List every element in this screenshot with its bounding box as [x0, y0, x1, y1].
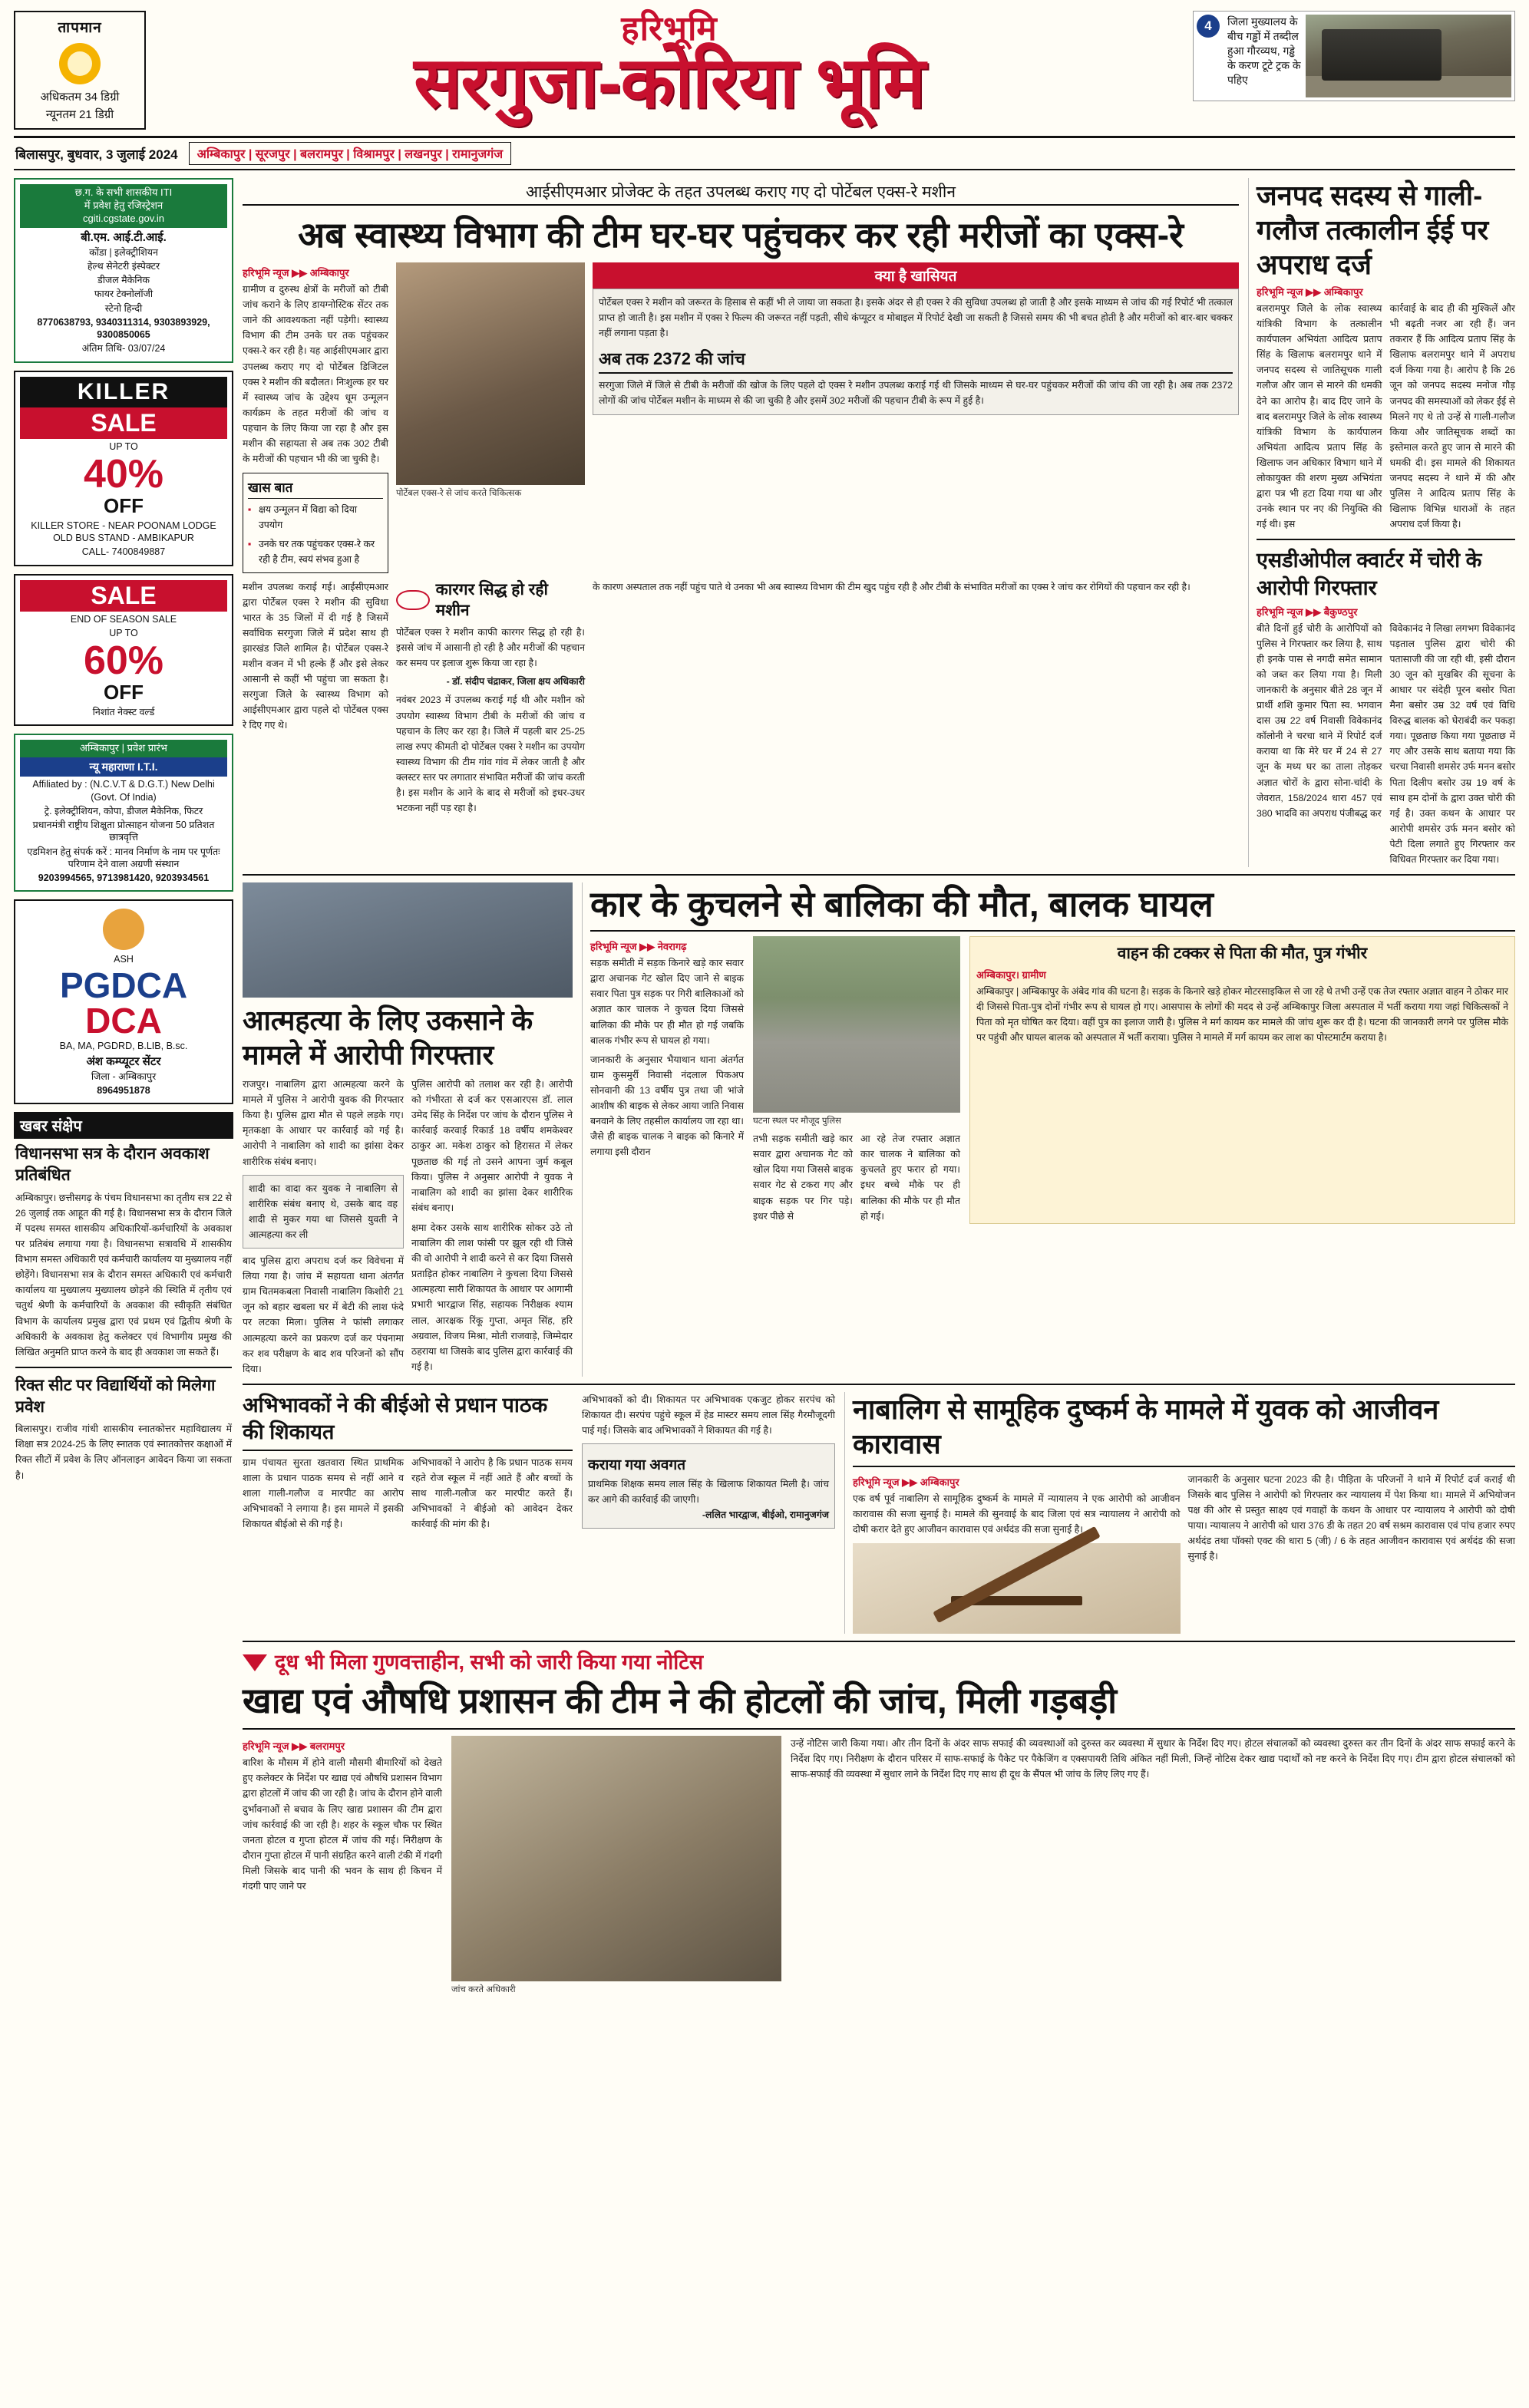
food-headline: खाद्य एवं औषधि प्रशासन की टीम ने की होटलों की जांच, मिली गड़बड़ी [243, 1681, 1118, 1721]
quarter-headline: एसडीओपील क्वार्टर में चोरी के आरोपी गिरफ्तार [1257, 549, 1482, 599]
dateline-rule [14, 169, 1515, 170]
nabalig-col2: जानकारी के अनुसार घटना 2023 की है। पीड़िता के परिजनों ने थाने में रिपोर्ट दर्ज कराई थी जिसके बाद पुलिस ने आरोपी को गिरफ्तार कर न्यायालय में पेश किया था। मामले में अभियोजन पक्ष की ओर से प्रस्तुत साक्ष्य एवं गवाहों के कथन के आधार पर न्यायालय ने आरोपी को दोषी पाया। न्यायालय ने आरोपी को धारा 376 डी के तहत 20 वर्ष सश्रम कारावास एवं पांच हजार रुपए अर्थदंड तथा पॉक्सो एक्ट की धारा 5 (जी) / 6 के तहत आजीवन कारावास एवं अर्थदंड की सजा सुनाई है। [1187, 1473, 1515, 1562]
ad-iti-trade4: फायर टेक्नोलॉजी [94, 289, 154, 300]
temperature-max: अधिकतम 34 डिग्री [40, 91, 120, 104]
abhibhavak-sub-by: -ललित भारद्वाज, बीईओ, रामानुजगंज [702, 1509, 829, 1521]
abhibhavak-headline: अभिभावकों ने की बीईओ से प्रधान पाठक की शिकायत [243, 1393, 548, 1443]
ad-iti-trade5: स्टेनो हिन्दी [104, 302, 143, 314]
abhibhavak-sub-text: प्राथमिक शिक्षक समय लाल सिंह के खिलाफ शिकायत मिली है। जांच कर आगे की कार्रवाई की जाएगी। [588, 1479, 829, 1506]
food-photo [451, 1736, 781, 1981]
ad-season-store: निशांत नेक्स्ट वर्ल्ड [92, 707, 155, 718]
temperature-title: तापमान [58, 20, 102, 36]
advert-column [14, 178, 233, 1995]
ad-maharana-band: अम्बिकापुर | प्रवेश प्रारंभ [20, 740, 227, 757]
food-rule [243, 1728, 1515, 1730]
abhibhavak-rule [243, 1450, 573, 1451]
galigaloj-col1: बलरामपुर जिले के लोक स्वास्थ्य यांत्रिकी विभाग के तत्कालीन कार्यपालन अभियंता आदित्य प्रताप सिंह के खिलाफ बलरामपुर थाने में जनपद सदस्य से जातिसूचक गाली गलौज और जान से मारने की धमकी देने का आरोप है। बाद दिए जाने के बाद बलरामपुर जिले के लोक स्वास्थ्य यांत्रिकी विभाग के कार्यपालन अभियंता आदित्य प्रताप सिंह के खिलाफ जन अधिकार विभाग थाने में लोकायुक्त की शरण मुख्य अभियंता द्वारा पत्र भी हटा दिया गया था और उनके स्थान पर नए की नियुक्ति की गई थी। इस [1257, 303, 1382, 530]
ad-iti-trade1: कोंडा | इलेक्ट्रीशियन [89, 246, 158, 258]
ad-iti-trade2: हेल्थ सेनेटरी इंस्पेक्टर [87, 260, 160, 272]
ad-iti-phones: 8770638793, 9340311314, 9303893929, 9300850065 [37, 316, 210, 341]
promo-number-wrap [1197, 15, 1223, 97]
lead-byline: हरिभूमि न्यूज ▶▶ अम्बिकापुर [243, 267, 349, 279]
ad-killer-brand: KILLER [20, 377, 227, 407]
ad-season-upto: UP TO [109, 627, 138, 638]
right-divider-1 [1257, 539, 1515, 540]
brief-2-headline: रिक्त सीट पर विद्यार्थियों को मिलेगा प्रवेश [15, 1376, 216, 1416]
promo-teaser[interactable] [1193, 11, 1515, 101]
brief-1-text: अम्बिकापुर। छत्तीसगढ़ के पंचम विधानसभा का तृतीय सत्र 22 से 26 जुलाई तक आहूत की गई है। विधानसभा सत्र के दौरान जिले में पदस्थ समस्त शासकीय अधिकारियों-कर्मचारियों के अवकाश पर प्रतिबंध लगाया गया है। विधानसभा सत्रावधि में शासकीय विभाग समस्त अधिकारी एवं कर्मचारी कार्यालय या मुख्यालय नहीं छोड़ेंगे। विधानसभा सत्र के दौरान समस्त अधिकारी एवं कर्मचारी कार्यालय या मुख्यालय मुख्यालय छोड़ने की स्थिति में तृतीय एवं चतुर्थ श्रेणी के कर्मचारियों के अवकाश की स्वीकृति संबंधित विभाग के कार्यालय प्रमुख द्वारा एवं प्रथम एवं द्वितीय श्रेणी के अधिकारी के अवकाश हेतु कलेक्टर एवं विभागीय प्रमुख की लिखित अनुमति प्राप्त करने के बाद ही अवकाश जा सकते हैं। [15, 1192, 232, 1357]
ad-maharana-iti[interactable] [14, 734, 233, 892]
nabalig-headline: नाबालिग से सामूहिक दुष्कर्म के मामले में युवक को आजीवन कारावास [853, 1393, 1439, 1460]
atmahatya-inset [243, 1175, 404, 1249]
ad-maharana-trades: ट्रे. इलेक्ट्रीशियन, कोपा, डीजल मैकेनिक, फिटर [44, 805, 203, 816]
lead-col3-text: नवंबर 2023 में उपलब्ध कराई गई थी और मशीन को उपयोग स्वास्थ्य विभाग टीबी के मरीजों की जांच व पहचान के लिए कर रहा है। जिले में पहली बार 25-25 लाख रुपए कीमती दो पोर्टेबल एक्स रे मशीन का उपयोग स्वास्थ्य विभाग की टीम गांव गांव में लेकर जाती है और क्लस्टर स्तर पर लगातार संभावित मरीजों की जांच करती है। इस मशीन के आने के बाद से मरीजों को इधर-उधर भटकना नहीं पड़ रहा है। [396, 694, 585, 814]
ad-maharana-phones: 9203994565, 9713981420, 9203934561 [38, 872, 210, 884]
ad-killer-store: KILLER STORE - NEAR POONAM LODGE OLD BUS STAND - AMBIKAPUR [31, 520, 216, 544]
lead-sub2-title: कारगर सिद्ध हो रही मशीन [435, 580, 548, 620]
nabalig-rule [853, 1466, 1515, 1467]
promo-page-number: 4 [1197, 15, 1220, 38]
promo-photo [1306, 15, 1511, 97]
page-title: सरगुजा-कोरिया भूमि [414, 44, 925, 122]
ad-maharana-title: न्यू महाराणा I.T.I. [20, 757, 227, 777]
abhibhavak-quote-box [582, 1443, 835, 1529]
triangle-icon [243, 1654, 267, 1671]
car-article [582, 882, 1515, 1377]
lead-khas-item-1: ▪ क्षय उन्मूलन में विद्या को दिया उपयोग [248, 503, 383, 533]
lead-photo [396, 262, 585, 485]
galigaloj-headline: जनपद सदस्य से गाली-गलौज तत्कालीन ईई पर अपराध दर्ज [1257, 180, 1489, 280]
sun-icon [59, 43, 101, 84]
ad-iti-lastdate: अंतिम तिथि- 03/07/24 [81, 343, 166, 355]
lead-article [243, 178, 1239, 867]
temperature-min: न्यूनतम 21 डिग्री [45, 108, 114, 121]
lead-sidebar-box [593, 289, 1239, 414]
brief-2-text: बिलासपुर। राजीव गांधी शासकीय स्नातकोत्तर महाविद्यालय में शिक्षा सत्र 2024-25 के लिए स्नातक एवं स्नातकोत्तर कक्षाओं में रिक्त सीटों में प्रवेश के लिए ऑनलाइन आवेदन किया जा सकता है। [15, 1423, 232, 1481]
car-col2: जानकारी के अनुसार भैयाथान थाना अंतर्गत ग्राम कुसमुर्री निवासी नंदलाल पिकअप सोनवानी की 13 वर्षीय पुत्र तथा जी भांजे आशीष की बाइक से लेकर आया जाति निवास बनवाने के लिए तहसील कार्यालय जा रहा था। जैसे ही बाइक चालक ने बाइक को किनारे में लगाया इसी दौरान [590, 1054, 744, 1158]
lead-col4-text: के कारण अस्पताल तक नहीं पहुंच पाते थे उनका भी अब स्वास्थ्य विभाग की टीम खुद पहुंच रही है और टीबी के संभावित मरीजों का एक्स रे जांच कर रोगियों की पहचान कर रही है। [593, 581, 1191, 592]
lead-khas-item-2: ▪ उनके घर तक पहुंचकर एक्स-रे कर रही है टीम, स्वयं संभव हुआ है [248, 537, 383, 568]
atmahatya-inset-text: शादी का वादा कर युवक ने नाबालिग से शारीरिक संबंध बनाए थे, उसके बाद वह शादी से मुकर गया था जिससे युवती ने आत्महत्या कर ली [249, 1183, 398, 1240]
promo-text: जिला मुख्यालय के बीच गड्ढों में तब्दील हुआ गौरव्यथ, गड्ढे के करण टूटे ट्रक के पहिए [1227, 15, 1301, 86]
ad-iti-band [20, 184, 227, 228]
car-photo [753, 936, 960, 1113]
ad-pgdca-phone: 8964951878 [97, 1085, 150, 1097]
nabalig-col1: एक वर्ष पूर्व नाबालिग से सामूहिक दुष्कर्म के मामले में न्यायालय ने एक आरोपी को आजीवन कारावास की सजा सुनाई है। मामले की सुनवाई के बाद जिला एवं सत्र न्यायालय ने आरोपी को दोषी करार देते हुए आजीवन कारावास एवं अर्थदंड की सजा सुनाई है। [853, 1493, 1181, 1535]
abhibhavak-article [243, 1392, 573, 1634]
food-col1: बारिश के मौसम में होने वाली मौसमी बीमारियों को देखते हुए कलेक्टर के निर्देश पर खाद्य एवं औषधि प्रशासन विभाग द्वारा होटलों में जांच की जा रही है। जांच के दौरान होने वाली दुर्भावनाओं से बचाव के लिए खाद्य प्रशासन की टीम द्वारा जांच कार्रवाई की जा रही है। शहर के स्कूल चौक पर स्थित जनता होटल व गुप्ता होटल में जांच की गई। निरीक्षण के दौरान गुप्ता होटल में पानी संग्रहित करने वाली टंकी में गंदगी मिली जिसके बाद पानी की भवन के साथ ही किचन में गंदगी पाए जाने पर [243, 1757, 442, 1892]
food-photo-caption: जांच करते अधिकारी [451, 1985, 516, 1995]
edition-list: अम्बिकापुर | सूरजपुर | बलरामपुर | विश्रामपुर | लखनपुर | रामानुजगंज [189, 142, 512, 165]
title-block [154, 11, 1185, 120]
ad-pgdca-title1: PGDCA [59, 965, 188, 1005]
page-body [14, 178, 1515, 1995]
lead-col2-text: मशीन उपलब्ध कराई गई। आईसीएमआर द्वारा पोर्टेबल एक्स रे मशीन की सुविधा भारत के 35 जिलों में दी गई है जिसमें सर्वाधिक सरगुजा जिले में प्रदेश साथ ही झारखंड जिले शामिल है। पोर्टेबल एक्स-रे मशीन वजन में भी हल्के हैं और इसे लेकर आसानी से कहीं भी पहुंचा जा सकता है। सरगुजा जिले के स्वास्थ्य विभाग को आईसीएमआर द्वारा पहले दो पोर्टेबल एक्स रे दिए गए थे। [243, 581, 388, 731]
ad-iti-title: बी.एम. आई.टी.आई. [81, 230, 167, 244]
ad-killer-call: CALL- 7400849887 [81, 546, 166, 558]
quarter-col2: विवेकानंद ने लिखा लगभग विवेकानंद पड़ताल पुलिस द्वारा चोरी की पतासाजी की जा रही थी, इसी दौरान 30 जून को मुखबिर की सूचना के आधार पर संदेही पूरन बसोर पिता मैना बसोर उम्र 32 वर्ष एवं विधि विरुद्ध बालक को घेराबंदी कर पकड़ा गया। पूछताछ किया गया पूछताछ में गए और उसके साथ बताया गया कि चरचा निवासी शमसेर उर्फ मनन बसोर पिता दिलीप बसोर उम्र 19 वर्ष के साथ हम दोनों के द्वारा उक्त चोरी की गई है। उक्त कथन के आधार पर आरोपी शमसेर उर्फ मनन बसोर को पेटी दिला लगाते हुए गिरफ्तार कर विधिवत गिरफ्तार कर दिया गया। [1389, 622, 1516, 865]
section-divider-1 [243, 874, 1515, 876]
masthead [14, 11, 1515, 130]
car-photo-caption: घटना स्थल पर मौजूद पुलिस [753, 1117, 841, 1126]
food-col2: उन्हें नोटिस जारी किया गया। और तीन दिनों के अंदर साफ सफाई की व्यवस्थाओं को दुरुस्त कर व्यवस्था में सुधार के निर्देश दिए गए। होटल संचालकों को व्यवस्था दुरुस्त कर तीन दिनों के अंदर साफ सफाई करने के निर्देश दिए गए। निरीक्षण के दौरान परिसर में साफ-सफाई के पैकेट पर पैकेजिंग व एक्सपायरी तिथि अंकित नहीं मिली, जिन्हें नोटिस देकर खाद्य पदार्थों को नष्ट करने के निर्देश दिए गए। टीम द्वारा होटल संचालकों को साफ-सफाई की व्यवस्था में सुधार लाने के निर्देश दिए गए साथ ही दूध के सैंपल भी जांच के लिए लिए गए हैं। [791, 1738, 1515, 1780]
lead-khas-box [243, 473, 388, 572]
ad-killer-off: OFF [104, 493, 144, 517]
lead-col1-text: ग्रामीण व दुरुस्थ क्षेत्रों के मरीजों को टीबी जांच कराने के लिए डायग्नोस्टिक सेंटर तक जाने की आवश्यकता नहीं पड़ेगी। स्वास्थ्य विभाग की टीम उनके घर तक पहुंचकर एक्स-रे कर रही है। यह आईसीएमआर द्वारा उपलब्ध कराए गए दो पोर्टेबल डिजिटल एक्स रे मशीन की बदौलत। निःशुल्क हर घर में स्वास्थ्य जांच के उद्देश्य धूम उन्मूलन कार्यक्रम के तहत मरीजों की जांच व पहचान के लिए किया जा रहा है और इस मशीन की सहायता से अब तक 302 टीबी के मरीजों की पहचान भी की जा चुकी है। [243, 284, 388, 465]
car-headline: कार के कुचलने से बालिका की मौत, बालक घायल [590, 884, 1214, 925]
atmahatya-headline: आत्महत्या के लिए उकसाने के मामले में आरोपी गिरफ्तार [243, 1004, 533, 1071]
ad-season-salebar: SALE [20, 580, 227, 612]
lead-quote-by: - डॉ. संदीप चंद्राकर, जिला क्षय अधिकारी [446, 676, 585, 688]
ad-iti-line1: छ.ग. के सभी शासकीय ITI [74, 186, 173, 198]
second-band [243, 882, 1515, 1377]
lead-sidebar [593, 262, 1239, 573]
ad-maharana-note: एडमिशन हेतु संपर्क करें : मानव निर्माण के नाम पर पूर्णतः परिणाम देने वाला अग्रणी संस्थान [27, 846, 220, 869]
ad-killer-upto: UP TO [109, 440, 138, 452]
ad-iti-govt[interactable] [14, 178, 233, 363]
galigaloj-byline: हरिभूमि न्यूज ▶▶ अम्बिकापुर [1257, 286, 1363, 298]
ad-pgdca-logo-label: ASH [114, 954, 134, 965]
brief-divider [15, 1367, 232, 1368]
brand-small: हरिभूमि [621, 10, 718, 48]
ad-maharana-scheme: प्रधानमंत्री राष्ट्रीय शिक्षुता प्रोत्साहन योजना 50 प्रतिशत छात्रवृत्ति [32, 820, 215, 843]
car-col4: आ रहे तेज रफ्तार अज्ञात कार चालक ने बालिका को कुचलते हुए फरार हो गया। इधर बच्चे मौके पर ही बालिका की मौके पर ही मौत हो गई। [860, 1133, 960, 1222]
car-sub-article [969, 936, 1515, 1224]
speech-bubble-icon [396, 590, 430, 610]
ad-iti-line2: में प्रवेश हेतु रजिस्ट्रेशन [84, 199, 163, 211]
dateline-text: बिलासपुर, बुधवार, 3 जुलाई 2024 [15, 147, 178, 162]
lead-col3-wrap [396, 579, 585, 816]
nabalig-byline: हरिभूमि न्यूज ▶▶ अम्बिकापुर [853, 1476, 959, 1488]
car-sub-byline: अम्बिकापुर। ग्रामीण [976, 968, 1046, 981]
nabalig-article [844, 1392, 1515, 1634]
lead-col-1 [243, 262, 388, 573]
ad-season-sale[interactable] [14, 574, 233, 727]
brief-1-headline: विधानसभा सत्र के दौरान अवकाश प्रतिबंधित [15, 1145, 210, 1185]
ash-logo-icon [103, 909, 144, 950]
atmahatya-col3: बाद पुलिस द्वारा अपराध दर्ज कर विवेचना में लिया गया है। जांच में सहायता थाना अंतर्गत ग्राम चितमकबला निवासी नाबालिग किशोरी 21 जून को बहार खबला घर में बेटी की लाश फंदे पर लटका मिला। पुलिस ने फांसी लगाकर आत्महत्या करने का प्रकरण दर्ज कर पंचनामा कर शव परीक्षण के बाद शव परिजनों को सौंप दिया। [243, 1255, 404, 1374]
main-column [243, 178, 1515, 1995]
lead-headline: अब स्वास्थ्य विभाग की टीम घर-घर पहुंचकर कर रही मरीजों का एक्स-रे [298, 215, 1184, 255]
lead-columns [243, 262, 1239, 573]
ad-pgdca-title2: DCA [85, 1000, 162, 1041]
food-byline: हरिभूमि न्यूज ▶▶ बलरामपुर [243, 1740, 345, 1753]
lead-sidebar-text: पोर्टेबल एक्स रे मशीन को जरूरत के हिसाब से कहीं भी ले जाया जा सकता है। इसके अंदर से ही एक्स रे की सुविधा उपलब्ध हो जाती है और इसके माध्यम से जांच की गई रिपोर्ट भी तत्काल प्राप्त हो जाती है। इस मशीन में एक्स रे फिल्म की जरूरत नहीं पड़ती, सीधे कंप्यूटर व मोबाइल में रिपोर्ट देखी जा सकती है जिससे समय की भी बचत होती है और मरीजों को बार-बार चक्कर नहीं लगाना पड़ता है। [599, 297, 1233, 339]
atmahatya-photo [243, 882, 573, 998]
lead-sub2-text: पोर्टेबल एक्स रे मशीन काफी कारगर सिद्ध हो रही है। इससे जांच में आसानी हो रही है और मरीजों की पहचान कर समय पर इलाज शुरू किया जा रहा है। [396, 627, 585, 669]
ad-killer-salebar: SALE [20, 407, 227, 439]
abhibhavak-sub-head: कराया गया अवगत [588, 1457, 686, 1474]
car-rule [590, 930, 1515, 932]
ad-pgdca-place: जिला - अम्बिकापुर [91, 1070, 157, 1082]
lead-sidebar-sub-title: अब तक 2372 की जांच [599, 347, 1233, 374]
car-sub-text: अम्बिकापुर | अम्बिकापुर के अंबेद गांव की घटना है। सड़क के किनारे खड़े होकर मोटरसाइकिल से जा रहे थे तभी उन्हें एक तेज रफ्तार अज्ञात वाहन ने ठोकर मार दी जिससे पिता-पुत्र दोनों गंभीर रूप से घायल हो गए। आसपास के लोगों की मदद से उन्हें अम्बिकापुर जिला अस्पताल में भर्ती कराया गया जहां चिकित्सकों ने पिता को मृत घोषित कर दिया। वहीं पुत्र का इलाज जारी है। पुलिस ने मर्ग कायम कर मामले की जांच शुरू कर दी है। घटना की जानकारी लगने पर पुलिस मौके पर पहुंची और घायल बालक को अस्पताल में भर्ती कराया। पुलिस ने मामले में मर्ग कायम कर लाश का पोस्टमार्टम कराया है। [976, 985, 1508, 1044]
lead-lower-columns [243, 579, 1239, 816]
lead-khas-title: खास बात [248, 478, 383, 499]
abhibhavak-col2: अभिभावकों ने आरोप है कि प्रधान पाठक समय रहते रोज स्कूल में नहीं आते हैं और बच्चों के साथ गाली-गलौज कर मारपीट करते हैं। अभिभावकों ने बीईओ को आवेदन देकर कार्रवाई की मांग की है। [411, 1456, 573, 1530]
section-divider-3 [243, 1641, 1515, 1642]
ad-season-sub: END OF SEASON SALE [70, 613, 177, 625]
ad-pgdca-center: अंश कम्प्यूटर सेंटर [86, 1054, 161, 1068]
lead-photo-caption: पोर्टेबल एक्स-रे से जांच करते चिकित्सक [396, 489, 522, 499]
ad-maharana-affil: Affiliated by : (N.C.V.T & D.G.T.) New Delhi (Govt. Of India) [32, 779, 215, 803]
atmahatya-article [243, 882, 573, 1377]
section-divider-2 [243, 1384, 1515, 1385]
ad-season-off: OFF [104, 681, 144, 704]
ad-pgdca[interactable] [14, 899, 233, 1104]
atmahatya-col4: क्षमा देकर उसके साथ शारीरिक सोकर उठे तो नाबालिग की लाश फांसी पर झूल रही थी जिसे की वो आरोपी ने शादी करने से कर दिया जिससे प्रताड़ित होकर नाबालिग ने कुचला दिया जिससे आत्महत्या सारी शिकायत के आधार पर आगामी प्रभारी भारद्वाज सिंह, सहायक निरीक्षक श्याम लाल, आरक्षक रिंकू गुप्ता, अमृत सिंह, हरि अग्रवाल, विजय मिश्रा, मोती राजवाड़े, जिम्मेदार ठहराया था जिसके बाद पुलिस द्वारा कार्रवाई की गई है। [411, 1222, 573, 1372]
ad-pgdca-courses: BA, MA, PGDRD, B.LIB, B.sc. [59, 1040, 188, 1051]
ad-killer-percent: 40% [83, 451, 164, 496]
car-col1: सड़क समीती में सड़क किनारे खड़े कार सवार द्वारा अचानक गेट खोल दिए जाने से बाइक सवार पिता पुत्र सड़क पर गिरी बालिकाओं को अज्ञात कार चालक ने कुचल दिया जिससे बालिका की मौके पर ही मौत हो गई जबकि बालक गंभीर रूप से घायल हो गया। [590, 958, 744, 1046]
top-right-column [1248, 178, 1515, 867]
abhibhavak-col3: अभिभावकों को दी। शिकायत पर अभिभावक एकजुट होकर सरपंच को शिकायत दी। सरपंच पहुंचे स्कूल में हेड मास्टर समय लाल सिंह गैरमौजूदगी पाई गई। जिसके बाद अभिभावकों ने शिकायत की गई है। [582, 1394, 835, 1436]
lead-sidebar-title: क्या है खासियत [593, 262, 1239, 289]
lead-photo-wrap [396, 262, 585, 573]
lead-kicker: आईसीएमआर प्रोजेक्ट के तहत उपलब्ध कराए गए दो पोर्टेबल एक्स-रे मशीन [526, 183, 956, 201]
car-sub-headline: वाहन की टक्कर से पिता की मौत, पुत्र गंभीर [1117, 945, 1368, 963]
quarter-col1: बीते दिनों हुई चोरी के आरोपियों को पुलिस ने गिरफ्तार कर लिया है, साथ ही इनके पास से नगदी समेत सामान को जब्त कर लिया गया है। मिली जानकारी के अनुसार बीते 28 जून में प्रार्थी शशि कुमार पिता स्व. भगवान दास उम्र 22 वर्ष निवासी विवेकानंद कॉलोनी ने चरचा थाने में रिपोर्ट दर्ज कराया था कि मेरे घर में 24 से 27 जून के मध्य घर का ताला तोड़कर अज्ञात चोरों के द्वारा सोना-चांदी के जेवरात, 158/2024 धारा 457 एवं 380 भादवि का अपराध पंजीबद्ध कर [1257, 622, 1382, 819]
temperature-box [14, 11, 146, 130]
ad-season-percent: 60% [83, 638, 164, 684]
car-byline: हरिभूमि न्यूज ▶▶ नेवरागढ़ [590, 941, 687, 953]
food-banner [243, 1649, 1515, 1676]
ad-killer-sale[interactable] [14, 371, 233, 566]
quarter-byline: हरिभूमि न्यूज ▶▶ बैकुण्ठपुर [1257, 605, 1358, 618]
abhibhavak-extra [582, 1392, 835, 1634]
third-band [243, 1392, 1515, 1634]
news-brief-header: खबर संक्षेप [14, 1112, 233, 1139]
car-col3: तभी सड़क समीती खड़े कार सवार द्वारा अचानक गेट को खोल दिया गया जिससे बाइक सवार गेट से टकरा गए और बाइक सड़क पर गिर पड़े। इधर पीछे से [753, 1133, 853, 1222]
food-article [243, 1649, 1515, 1995]
galigaloj-col2: कार्रवाई के बाद ही की मुश्किलें और भी बढ़ती नजर आ रही हैं। जन तकरार हैं कि आदित्य प्रताप सिंह के खिलाफ बलरामपुर थाने में अपराध दर्ज किया गया है। आरोप है कि 26 जून को जनपद सदस्य मनोज गौड़ जनपद की समस्याओं को लेकर ईई से मिलने गए थे तो उन्हें से गाली-गलौज किया और जातिसूचक शब्दों का इस्तेमाल करते हुए जान से मारने की धमकी दी। इस मामले की शिकायत जनपद सदस्य ने थाने में की और पुलिस ने आदित्य प्रताप सिंह के खिलाफ विभिन्न धाराओं के तहत अपराध दर्ज किया है। [1389, 303, 1515, 530]
ad-iti-trade3: डीजल मैकेनिक [97, 275, 150, 286]
food-banner-text: दूध भी मिला गुणवत्ताहीन, सभी को जारी किया गया नोटिस [275, 1651, 704, 1674]
abhibhavak-col1: ग्राम पंचायत सुरता खतवारा स्थित प्राथमिक शाला के प्रधान पाठक समय से नहीं आने व शाला गाली-गलौज व मारपीट का आरोप अभिभावकों ने लगाया है। इस मामले में इसकी शिकायत बीईओ से की गई है। [243, 1456, 404, 1530]
lead-sidebar-sub-text: सरगुजा जिले में जिले से टीबी के मरीजों की खोज के लिए पहले दो एक्स रे मशीन उपलब्ध कराई गई थी जिसके माध्यम से घर-घर पहुंचकर मरीजों की जांच की जा रही है। अब तक 2372 लोगों की जांच पोर्टेबल मशीन के माध्यम से की जा चुकी है और इसमें 302 मरीजों की पहचान टीबी के रूप में हुई है। [599, 380, 1233, 407]
gavel-photo [853, 1543, 1181, 1634]
dateline-bar [14, 138, 1515, 169]
atmahatya-col1: राजपुर। नाबालिग द्वारा आत्महत्या करने के मामले में पुलिस ने आरोपी युवक की गिरफ्तार किया है। पुलिस द्वारा मौत से पहले लड़के गए। मृतकक्षा के आधार पर कार्रवाई को गई है। आरोपी ने नाबालिग को शादी का झांसा देकर शारीरिक संबंध बनाए। [243, 1079, 404, 1167]
ad-iti-url[interactable]: cgiti.cgstate.gov.in [83, 212, 164, 224]
lead-kicker-rule [243, 204, 1239, 206]
atmahatya-col2: पुलिस आरोपी को तलाश कर रही है। आरोपी को गंभीरता से दर्ज कर एसआरएस डॉ. लाल उमेद सिंह के निर्देश पर जांच के दौरान पुलिस ने कार्रवाई करवाई रिकार्ड 18 वर्षीय शमकेश्वर ठाकुर आ. मकेश ठाकुर को हिरासत में लेकर पूछताछ की गई तो उसने आपना जुर्म कबूल किया। पुलिस ने अनुसार आरोपी ने युवक ने नाबालिग को शादी का झांसा देकर शारीरिक संबंध बनाए। [411, 1079, 573, 1213]
